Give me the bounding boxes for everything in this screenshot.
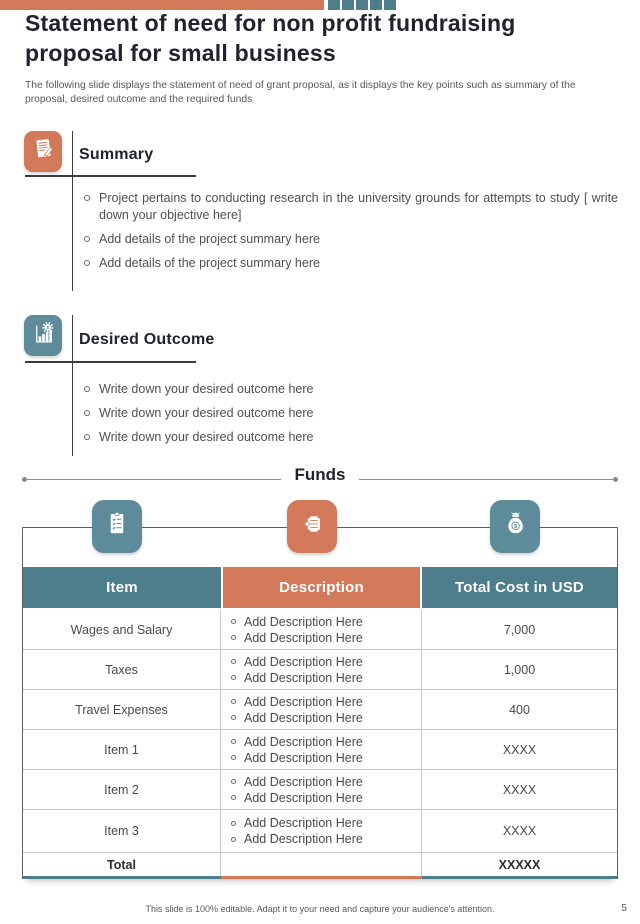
table-cell-item: Travel Expenses xyxy=(23,690,221,730)
summary-bullet-text: Add details of the project summary here xyxy=(99,256,320,270)
circle-bullet-icon xyxy=(231,635,236,640)
table-cell-item: Item 3 xyxy=(23,810,221,853)
funds-panel xyxy=(22,527,618,879)
description-bullet-text: Add Description Here xyxy=(244,670,363,685)
description-bullet-text: Add Description Here xyxy=(244,750,363,765)
desired-outcome-divider-vertical xyxy=(72,315,74,456)
description-bullet-text: Add Description Here xyxy=(244,654,363,669)
table-cell-cost: XXXX xyxy=(422,730,617,770)
description-bullet-text: Add Description Here xyxy=(244,710,363,725)
table-header-description: Description xyxy=(221,567,422,610)
summary-bullet-text: Add details of the project summary here xyxy=(99,232,320,246)
table-cell-description xyxy=(221,610,422,650)
circle-bullet-icon xyxy=(231,779,236,784)
table-total-value: XXXXX xyxy=(498,857,541,872)
table-cell-description xyxy=(221,690,422,730)
table-bottom-accent xyxy=(23,876,617,879)
table-cell-item: Item 2 xyxy=(23,770,221,810)
list-item xyxy=(84,429,618,446)
description-bullet-text: Add Description Here xyxy=(244,790,363,805)
footer-note: This slide is 100% editable. Adapt it to your need and capture your audience's attention. xyxy=(145,904,495,914)
money-in-hand-icon xyxy=(297,508,327,545)
funds-heading: Funds xyxy=(294,465,346,484)
desired-outcome-section-icon xyxy=(24,315,62,356)
divider-line xyxy=(359,479,613,480)
circle-bullet-icon xyxy=(84,410,90,416)
description-bullet-text: Add Description Here xyxy=(244,774,363,789)
description-bullet-text: Add Description Here xyxy=(244,816,363,830)
document-pencil-icon xyxy=(30,135,57,169)
circle-bullet-icon xyxy=(231,619,236,624)
table-cell-cost: XXXX xyxy=(422,770,617,810)
circle-bullet-icon xyxy=(231,821,236,826)
circle-bullet-icon xyxy=(231,837,236,842)
funds-description-icon-badge xyxy=(287,500,337,553)
funds-table xyxy=(23,567,617,876)
circle-bullet-icon xyxy=(231,739,236,744)
summary-divider-vertical xyxy=(72,131,74,291)
description-bullet-text: Add Description Here xyxy=(244,694,363,709)
table-cell-cost: 400 xyxy=(422,690,617,730)
description-bullet-text: Add Description Here xyxy=(244,614,363,629)
circle-bullet-icon xyxy=(84,195,90,201)
table-cell-description xyxy=(221,810,422,853)
checklist-clipboard-icon xyxy=(102,508,132,545)
funds-item-icon-badge xyxy=(92,500,142,553)
table-total-label: Total xyxy=(23,853,221,876)
table-cell-cost: 1,000 xyxy=(422,650,617,690)
summary-divider-horizontal xyxy=(25,175,196,177)
circle-bullet-icon xyxy=(231,699,236,704)
description-bullet-text: Add Description Here xyxy=(244,734,363,749)
svg-text:$: $ xyxy=(514,523,518,530)
money-bag-icon xyxy=(500,508,530,545)
summary-bullet-list xyxy=(84,190,618,279)
circle-bullet-icon xyxy=(84,236,90,242)
table-cell-description xyxy=(221,650,422,690)
table-total-spacer xyxy=(221,853,422,876)
desired-outcome-bullet-text: Write down your desired outcome here xyxy=(99,382,314,396)
list-item xyxy=(84,381,618,398)
list-item xyxy=(84,190,618,224)
table-cell-item: Wages and Salary xyxy=(23,610,221,650)
summary-heading: Summary xyxy=(79,146,154,163)
table-header-item: Item xyxy=(23,567,221,610)
table-cell-item: Taxes xyxy=(23,650,221,690)
page-title: Statement of need for non profit fundraising proposal for small business xyxy=(25,10,516,66)
divider-dot xyxy=(613,477,618,482)
circle-bullet-icon xyxy=(231,715,236,720)
circle-bullet-icon xyxy=(231,675,236,680)
circle-bullet-icon xyxy=(84,260,90,266)
list-item xyxy=(84,405,618,422)
circle-bullet-icon xyxy=(231,795,236,800)
table-cell-item: Item 1 xyxy=(23,730,221,770)
circle-bullet-icon xyxy=(231,659,236,664)
desired-outcome-heading: Desired Outcome xyxy=(79,331,215,348)
page-number: 5 xyxy=(621,902,627,914)
description-bullet-text: Add Description Here xyxy=(244,832,363,846)
table-header-cost: Total Cost in USD xyxy=(422,567,617,610)
summary-section-icon xyxy=(24,131,62,172)
circle-bullet-icon xyxy=(231,755,236,760)
desired-outcome-bullet-list xyxy=(84,381,618,453)
funds-cost-icon-badge xyxy=(490,500,540,553)
circle-bullet-icon xyxy=(84,434,90,440)
svg-text:$: $ xyxy=(45,325,49,331)
circle-bullet-icon xyxy=(84,386,90,392)
summary-bullet-text: Project pertains to conducting research in the university grounds for attempts to study [ write down your objective here] xyxy=(99,191,618,222)
table-cell-description xyxy=(221,770,422,810)
table-cell-cost: 7,000 xyxy=(422,610,617,650)
list-item xyxy=(84,255,618,272)
desired-outcome-divider-horizontal xyxy=(25,361,196,363)
list-item xyxy=(84,231,618,248)
table-cell-description xyxy=(221,730,422,770)
page-subtitle: The following slide displays the statement of need of grant proposal, as it displays the key points such as summary of the proposal, desired outcome and the required funds xyxy=(25,80,576,105)
table-cell-cost: XXXX xyxy=(422,810,617,853)
desired-outcome-bullet-text: Write down your desired outcome here xyxy=(99,406,314,420)
growth-chart-gear-icon xyxy=(30,319,57,353)
desired-outcome-bullet-text: Write down your desired outcome here xyxy=(99,430,314,444)
description-bullet-text: Add Description Here xyxy=(244,630,363,645)
